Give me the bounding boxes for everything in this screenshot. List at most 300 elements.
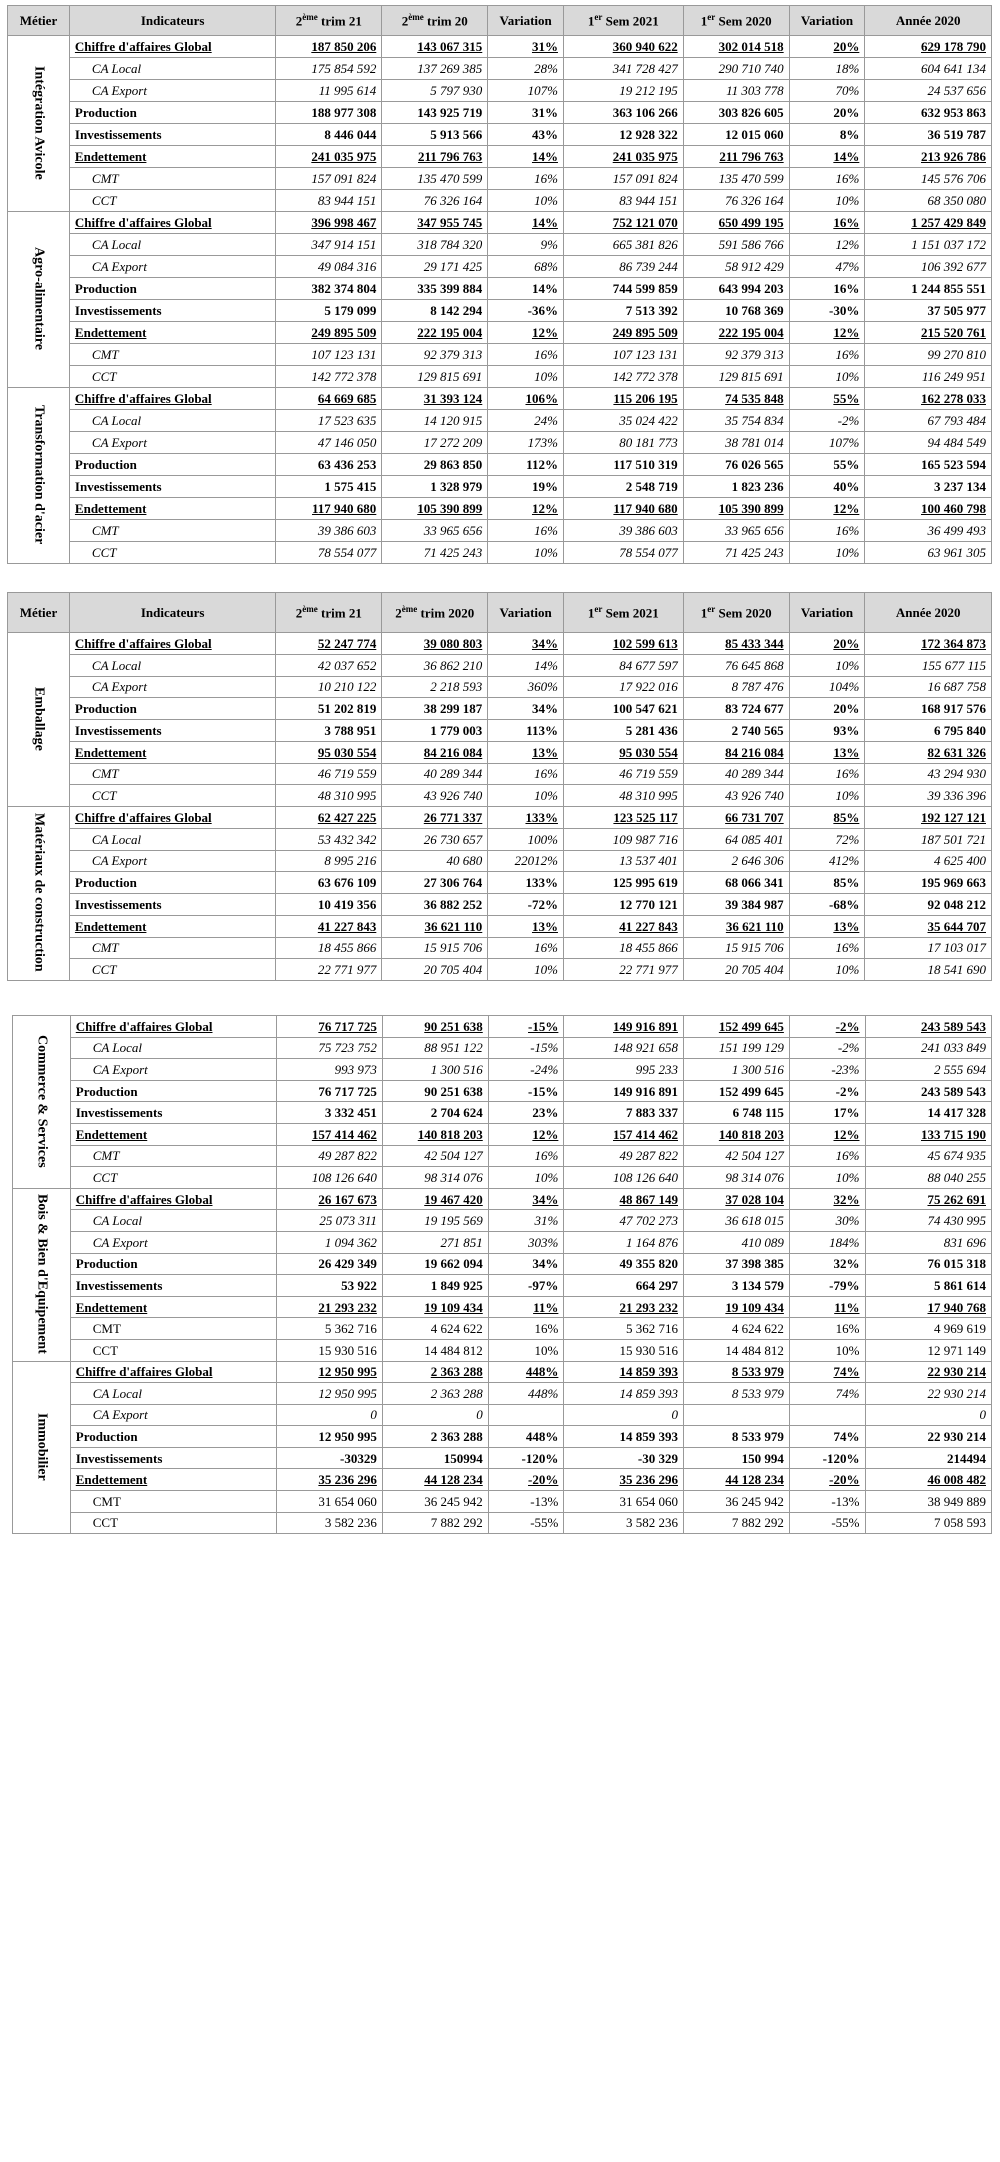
value-cell: 38 299 187 — [382, 698, 488, 720]
value-cell: 53 432 342 — [276, 828, 382, 850]
indicator-label: Investissements — [69, 720, 275, 742]
value-cell: 68 066 341 — [683, 872, 789, 894]
value-cell: 643 994 203 — [683, 278, 789, 300]
table-row — [8, 872, 992, 894]
value-cell: -30% — [789, 300, 865, 322]
value-cell: 10% — [789, 190, 865, 212]
value-cell: 41 227 843 — [276, 915, 382, 937]
value-cell: 0 — [382, 1404, 488, 1426]
value-cell: 36 499 493 — [865, 520, 992, 542]
indicator-label: Endettement — [70, 1296, 276, 1318]
value-cell: 16% — [488, 1145, 564, 1167]
value-cell: 13% — [789, 741, 865, 763]
value-cell: 66 731 707 — [683, 807, 789, 829]
value-cell: 90 251 638 — [382, 1080, 488, 1102]
table-row — [8, 454, 992, 476]
value-cell: 152 499 645 — [684, 1080, 790, 1102]
metier-label: Agro-alimentaire — [31, 247, 47, 350]
value-cell: 20% — [789, 698, 865, 720]
value-cell: 1 328 979 — [382, 476, 488, 498]
value-cell: 22 930 214 — [865, 1383, 992, 1405]
value-cell: 1 779 003 — [382, 720, 488, 742]
value-cell: 16% — [789, 1318, 865, 1340]
value-cell: 64 085 401 — [683, 828, 789, 850]
value-cell: 1 151 037 172 — [865, 234, 992, 256]
indicator-label: Endettement — [70, 1123, 276, 1145]
table-row — [8, 476, 992, 498]
value-cell: 12% — [789, 322, 865, 344]
table-row — [8, 388, 992, 410]
value-cell: 11 995 614 — [276, 80, 382, 102]
indicator-label: CA Export — [69, 256, 275, 278]
value-cell: 99 270 810 — [865, 344, 992, 366]
value-cell: 47 702 273 — [564, 1210, 684, 1232]
value-cell: 48 310 995 — [563, 785, 683, 807]
value-cell: 15 930 516 — [277, 1339, 383, 1361]
metier-label: Transformation d'acier — [31, 404, 47, 545]
value-cell: 83 724 677 — [683, 698, 789, 720]
value-cell: 38 949 889 — [865, 1491, 992, 1513]
value-cell: 35 644 707 — [865, 915, 992, 937]
value-cell: 37 505 977 — [865, 300, 992, 322]
value-cell: 34% — [488, 698, 564, 720]
value-cell: 7 883 337 — [564, 1102, 684, 1124]
value-cell: 67 793 484 — [865, 410, 992, 432]
value-cell: 133% — [488, 807, 564, 829]
value-cell: 82 631 326 — [865, 741, 992, 763]
value-cell: 55% — [789, 454, 865, 476]
value-cell: 12 015 060 — [683, 124, 789, 146]
value-cell: 100 460 798 — [865, 498, 992, 520]
indicator-label: CA Export — [69, 850, 275, 872]
value-cell: 20 705 404 — [683, 959, 789, 981]
value-cell: 24% — [488, 410, 564, 432]
value-cell: 18 455 866 — [276, 937, 382, 959]
value-cell: 14 859 393 — [564, 1426, 684, 1448]
value-cell: 92 379 313 — [683, 344, 789, 366]
indicator-label: Investissements — [69, 894, 275, 916]
header-text: Sem 2020 — [715, 605, 772, 621]
table-row — [13, 1102, 992, 1124]
value-cell: 157 091 824 — [276, 168, 382, 190]
table-row — [8, 894, 992, 916]
value-cell: 10% — [789, 654, 865, 676]
metier-label: Immobilier — [34, 1412, 50, 1481]
indicator-label: Chiffre d'affaires Global — [69, 633, 275, 655]
value-cell: 143 067 315 — [382, 36, 488, 58]
value-cell: 19 195 569 — [382, 1210, 488, 1232]
value-cell: 42 037 652 — [276, 654, 382, 676]
value-cell: 16% — [789, 168, 865, 190]
indicator-label: CMT — [69, 344, 275, 366]
value-cell: 16% — [488, 520, 564, 542]
value-cell: 107% — [488, 80, 564, 102]
column-header: Indicateurs — [69, 593, 275, 633]
table-row — [13, 1318, 992, 1340]
value-cell: 3 134 579 — [684, 1275, 790, 1297]
value-cell: 410 089 — [684, 1231, 790, 1253]
value-cell: 12% — [488, 498, 564, 520]
value-cell: 107 123 131 — [563, 344, 683, 366]
table-row — [13, 1361, 992, 1383]
value-cell: 12 971 149 — [865, 1339, 992, 1361]
value-cell: 28% — [488, 58, 564, 80]
value-cell: 14 484 812 — [382, 1339, 488, 1361]
value-cell: 10 210 122 — [276, 676, 382, 698]
table-row — [8, 720, 992, 742]
value-cell: 162 278 033 — [865, 388, 992, 410]
value-cell: 19 662 094 — [382, 1253, 488, 1275]
value-cell: 76 015 318 — [865, 1253, 992, 1275]
value-cell: 10% — [488, 959, 564, 981]
value-cell: 117 940 680 — [563, 498, 683, 520]
value-cell: 360% — [488, 676, 564, 698]
value-cell: 135 470 599 — [683, 168, 789, 190]
header-text: Sem 2020 — [715, 13, 772, 29]
value-cell: 187 850 206 — [276, 36, 382, 58]
header-text: 1 — [587, 605, 595, 621]
table-row — [13, 1231, 992, 1253]
value-cell: 3 582 236 — [564, 1512, 684, 1534]
header-sup: ème — [408, 12, 424, 23]
value-cell: 40 289 344 — [382, 763, 488, 785]
value-cell: 12% — [789, 234, 865, 256]
value-cell: 74% — [789, 1426, 865, 1448]
value-cell: -15% — [488, 1080, 564, 1102]
value-cell: 36 245 942 — [382, 1491, 488, 1513]
value-cell: 48 310 995 — [276, 785, 382, 807]
table-row — [13, 1426, 992, 1448]
value-cell: -36% — [488, 300, 564, 322]
value-cell: 591 586 766 — [683, 234, 789, 256]
indicator-label: CA Local — [70, 1210, 276, 1232]
indicator-label: CMT — [70, 1491, 276, 1513]
value-cell: 63 676 109 — [276, 872, 382, 894]
value-cell: 52 247 774 — [276, 633, 382, 655]
value-cell: -2% — [789, 1016, 865, 1038]
metier-cell — [13, 1188, 71, 1361]
value-cell: 76 026 565 — [683, 454, 789, 476]
value-cell: 1 575 415 — [276, 476, 382, 498]
value-cell: 31 393 124 — [382, 388, 488, 410]
value-cell: 24 537 656 — [865, 80, 992, 102]
value-cell: 13 537 401 — [563, 850, 683, 872]
value-cell: 31 654 060 — [564, 1491, 684, 1513]
value-cell: 5 362 716 — [277, 1318, 383, 1340]
value-cell: 1 164 876 — [564, 1231, 684, 1253]
table-row — [8, 212, 992, 234]
value-cell: 4 969 619 — [865, 1318, 992, 1340]
value-cell: 18 455 866 — [563, 937, 683, 959]
header-text: 2 — [295, 605, 303, 621]
value-cell: 629 178 790 — [865, 36, 992, 58]
indicator-label: Production — [69, 102, 275, 124]
value-cell: 172 364 873 — [865, 633, 992, 655]
indicator-label: Investissements — [70, 1102, 276, 1124]
value-cell: 241 035 975 — [563, 146, 683, 168]
value-cell: -24% — [488, 1059, 564, 1081]
value-cell: 84 216 084 — [382, 741, 488, 763]
table-row — [8, 915, 992, 937]
value-cell: 16% — [789, 1145, 865, 1167]
value-cell: 74% — [789, 1361, 865, 1383]
value-cell: 249 895 509 — [563, 322, 683, 344]
value-cell: 133% — [488, 872, 564, 894]
value-cell: 43 294 930 — [865, 763, 992, 785]
header-sup: ème — [401, 603, 418, 614]
value-cell: 83 944 151 — [563, 190, 683, 212]
value-cell: 104% — [789, 676, 865, 698]
metier-label: Matériaux de construction — [31, 813, 47, 972]
value-cell: -120% — [488, 1447, 564, 1469]
value-cell: 10% — [488, 1167, 564, 1189]
indicator-label: CMT — [69, 168, 275, 190]
value-cell: 108 126 640 — [277, 1167, 383, 1189]
table-row — [13, 1447, 992, 1469]
header-text: 1 — [587, 13, 595, 29]
value-cell: 43 926 740 — [683, 785, 789, 807]
value-cell: 137 269 385 — [382, 58, 488, 80]
value-cell: -68% — [789, 894, 865, 916]
value-cell: 36 862 210 — [382, 654, 488, 676]
column-header — [563, 593, 683, 633]
value-cell: 149 916 891 — [564, 1016, 684, 1038]
value-cell: 290 710 740 — [683, 58, 789, 80]
value-cell: 22 930 214 — [865, 1361, 992, 1383]
value-cell: 62 427 225 — [276, 807, 382, 829]
data-table-2 — [7, 592, 992, 981]
value-cell: -97% — [488, 1275, 564, 1297]
value-cell: 5 861 614 — [865, 1275, 992, 1297]
value-cell: 10 768 369 — [683, 300, 789, 322]
indicator-label: CA Export — [69, 432, 275, 454]
value-cell: 41 227 843 — [563, 915, 683, 937]
table-row — [8, 234, 992, 256]
table-row — [8, 36, 992, 58]
value-cell: 20% — [789, 102, 865, 124]
value-cell: 650 499 195 — [683, 212, 789, 234]
value-cell: 19 467 420 — [382, 1188, 488, 1210]
value-cell: 22 771 977 — [276, 959, 382, 981]
value-cell: 23% — [488, 1102, 564, 1124]
value-cell: 2 363 288 — [382, 1361, 488, 1383]
value-cell: 49 287 822 — [277, 1145, 383, 1167]
header-sup: er — [707, 604, 716, 615]
value-cell: 5 362 716 — [564, 1318, 684, 1340]
value-cell: 85 433 344 — [683, 633, 789, 655]
value-cell: 744 599 859 — [563, 278, 683, 300]
value-cell: 222 195 004 — [382, 322, 488, 344]
indicator-label: Endettement — [69, 322, 275, 344]
value-cell: 632 953 863 — [865, 102, 992, 124]
value-cell: 17% — [789, 1102, 865, 1124]
column-header: Année 2020 — [865, 6, 992, 36]
value-cell: 84 216 084 — [683, 741, 789, 763]
value-cell: 40 680 — [382, 850, 488, 872]
value-cell: 74 535 848 — [683, 388, 789, 410]
table-row — [13, 1469, 992, 1491]
value-cell: 105 390 899 — [683, 498, 789, 520]
table-row — [8, 807, 992, 829]
value-cell: 2 555 694 — [865, 1059, 992, 1081]
header-sup: ème — [302, 12, 318, 23]
value-cell: 4 624 622 — [382, 1318, 488, 1340]
indicator-label: CCT — [70, 1512, 276, 1534]
value-cell: 4 624 622 — [684, 1318, 790, 1340]
value-cell: 12% — [488, 322, 564, 344]
indicator-label: Endettement — [70, 1469, 276, 1491]
table-row — [13, 1080, 992, 1102]
value-cell: 187 501 721 — [865, 828, 992, 850]
value-cell: 7 058 593 — [865, 1512, 992, 1534]
column-header — [276, 593, 382, 633]
value-cell: 2 218 593 — [382, 676, 488, 698]
table-row — [13, 1275, 992, 1297]
header-sup: er — [594, 12, 603, 23]
value-cell: 195 969 663 — [865, 872, 992, 894]
value-cell: 188 977 308 — [276, 102, 382, 124]
value-cell: 25 073 311 — [277, 1210, 383, 1232]
value-cell: 115 206 195 — [563, 388, 683, 410]
value-cell: 175 854 592 — [276, 58, 382, 80]
value-cell: 10% — [488, 542, 564, 564]
column-header — [382, 593, 488, 633]
value-cell: 76 326 164 — [683, 190, 789, 212]
table-row — [8, 344, 992, 366]
header-sup: er — [594, 604, 603, 615]
data-table-1 — [7, 5, 992, 564]
value-cell: 102 599 613 — [563, 633, 683, 655]
value-cell: 9% — [488, 234, 564, 256]
value-cell: 39 336 396 — [865, 785, 992, 807]
value-cell: 2 363 288 — [382, 1426, 488, 1448]
value-cell: 36 621 110 — [683, 915, 789, 937]
value-cell: 0 — [865, 1404, 992, 1426]
indicator-label: CA Local — [69, 234, 275, 256]
value-cell: 11% — [488, 1296, 564, 1318]
value-cell: 31% — [488, 102, 564, 124]
value-cell: 16% — [488, 1318, 564, 1340]
table-row — [8, 322, 992, 344]
value-cell: 68 350 080 — [865, 190, 992, 212]
value-cell: 12 770 121 — [563, 894, 683, 916]
value-cell — [684, 1404, 790, 1426]
value-cell: 19 212 195 — [563, 80, 683, 102]
value-cell: 18% — [789, 58, 865, 80]
value-cell: 88 040 255 — [865, 1167, 992, 1189]
value-cell: 31 654 060 — [277, 1491, 383, 1513]
value-cell: 14 120 915 — [382, 410, 488, 432]
value-cell: 37 028 104 — [684, 1188, 790, 1210]
value-cell: 157 091 824 — [563, 168, 683, 190]
value-cell: 98 314 076 — [684, 1167, 790, 1189]
header-text: 2 — [295, 13, 303, 29]
value-cell: 35 236 296 — [277, 1469, 383, 1491]
value-cell: 140 818 203 — [684, 1123, 790, 1145]
table-row — [8, 676, 992, 698]
indicator-label: Production — [69, 278, 275, 300]
table-row — [13, 1016, 992, 1038]
value-cell: 37 398 385 — [684, 1253, 790, 1275]
value-cell: 7 882 292 — [684, 1512, 790, 1534]
value-cell: 150994 — [382, 1447, 488, 1469]
value-cell: 995 233 — [564, 1059, 684, 1081]
indicator-label: Chiffre d'affaires Global — [69, 388, 275, 410]
value-cell: 341 728 427 — [563, 58, 683, 80]
table-row — [13, 1512, 992, 1534]
value-cell: 173% — [488, 432, 564, 454]
value-cell: 241 033 849 — [865, 1037, 992, 1059]
indicator-label: Chiffre d'affaires Global — [69, 36, 275, 58]
value-cell: 70% — [789, 80, 865, 102]
column-header — [683, 593, 789, 633]
value-cell: 5 797 930 — [382, 80, 488, 102]
indicator-label: CA Export — [69, 80, 275, 102]
value-cell: 2 740 565 — [683, 720, 789, 742]
table-row — [13, 1145, 992, 1167]
value-cell: 32% — [789, 1253, 865, 1275]
value-cell: 10% — [488, 366, 564, 388]
header-text: Sem 2021 — [602, 13, 659, 29]
value-cell: 94 484 549 — [865, 432, 992, 454]
value-cell: 18 541 690 — [865, 959, 992, 981]
value-cell: 155 677 115 — [865, 654, 992, 676]
value-cell: 109 987 716 — [563, 828, 683, 850]
indicator-label: CA Export — [69, 676, 275, 698]
table-row — [8, 80, 992, 102]
header-text: 2 — [395, 605, 402, 621]
value-cell: 5 179 099 — [276, 300, 382, 322]
value-cell: 93% — [789, 720, 865, 742]
indicator-label: Endettement — [69, 498, 275, 520]
metier-label: Commerce & Services — [34, 1034, 50, 1168]
value-cell — [789, 1404, 865, 1426]
value-cell: 11 303 778 — [683, 80, 789, 102]
value-cell: 83 944 151 — [276, 190, 382, 212]
value-cell: 148 921 658 — [564, 1037, 684, 1059]
value-cell: 22 930 214 — [865, 1426, 992, 1448]
value-cell: 39 080 803 — [382, 633, 488, 655]
value-cell: 36 618 015 — [684, 1210, 790, 1232]
value-cell: 11% — [789, 1296, 865, 1318]
value-cell: 43% — [488, 124, 564, 146]
column-header — [563, 6, 683, 36]
value-cell: 382 374 804 — [276, 278, 382, 300]
value-cell: 129 815 691 — [683, 366, 789, 388]
value-cell: 10% — [789, 785, 865, 807]
value-cell: 95 030 554 — [276, 741, 382, 763]
value-cell: 16% — [789, 212, 865, 234]
header-text: trim 20 — [423, 13, 468, 29]
metier-label: Emballage — [31, 686, 47, 751]
table-row — [8, 256, 992, 278]
value-cell: 49 355 820 — [564, 1253, 684, 1275]
value-cell: 36 621 110 — [382, 915, 488, 937]
indicator-label: CCT — [69, 366, 275, 388]
value-cell: 448% — [488, 1426, 564, 1448]
value-cell: 26 771 337 — [382, 807, 488, 829]
value-cell: 10% — [789, 542, 865, 564]
value-cell: 12 950 995 — [277, 1361, 383, 1383]
value-cell: 78 554 077 — [276, 542, 382, 564]
value-cell: 1 823 236 — [683, 476, 789, 498]
value-cell: 184% — [789, 1231, 865, 1253]
value-cell: 7 882 292 — [382, 1512, 488, 1534]
value-cell: 396 998 467 — [276, 212, 382, 234]
value-cell: 149 916 891 — [564, 1080, 684, 1102]
value-cell: 92 379 313 — [382, 344, 488, 366]
indicator-label: Investissements — [69, 476, 275, 498]
